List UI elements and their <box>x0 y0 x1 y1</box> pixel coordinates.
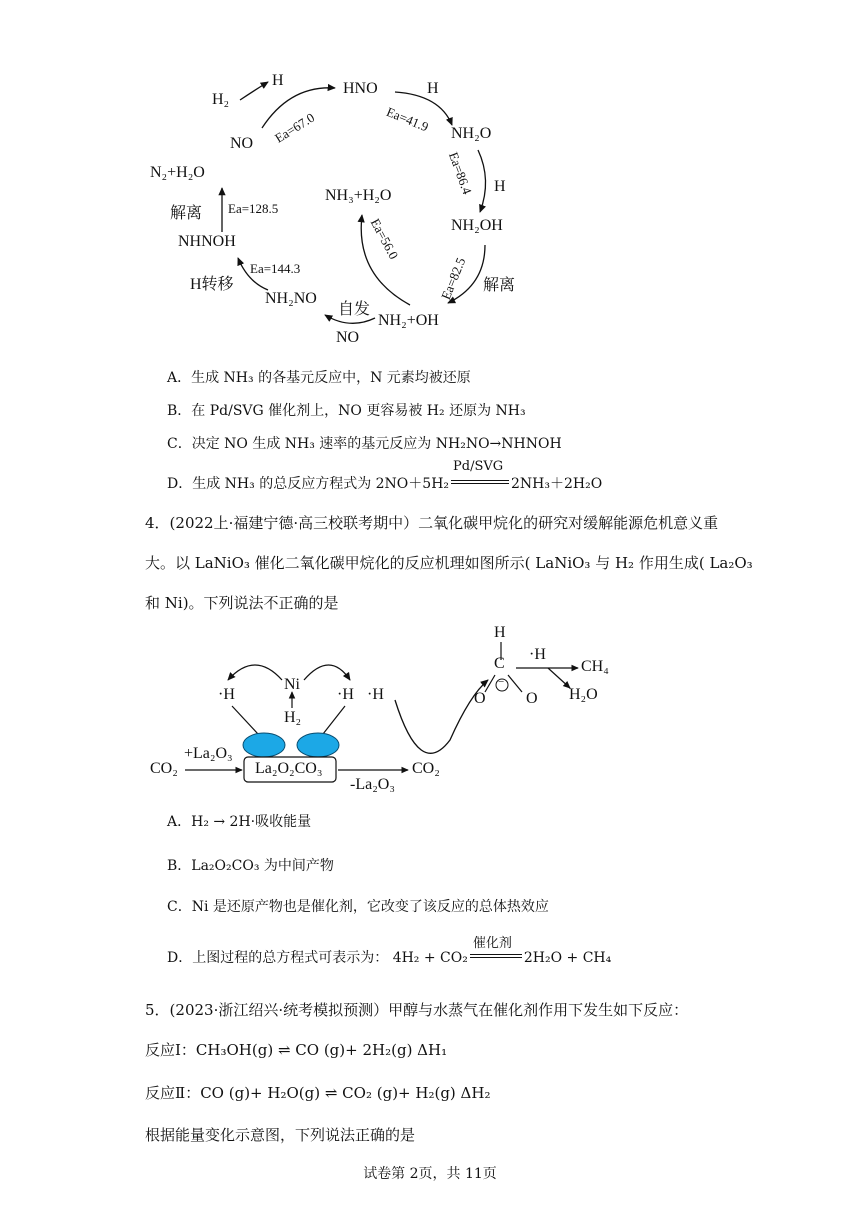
q5-reaction1: 反应Ⅰ：CH₃OH(g) ⇌ CO (g)+ 2H₂(g) ΔH₁ <box>145 1041 448 1059</box>
q5-line4: 根据能量变化示意图，下列说法正确的是 <box>145 1126 416 1144</box>
nh2-oh-label: NH₂+OH <box>378 312 439 329</box>
h-mid-label: H <box>494 178 506 195</box>
d2-h-mid: ·H <box>367 686 384 703</box>
mechanism-diagram <box>0 600 860 810</box>
nhnoh-label: NHNOH <box>178 233 236 250</box>
q4-line3: 和 Ni)。下列说法不正确的是 <box>145 594 339 612</box>
reaction-cycle-arrows <box>0 0 860 360</box>
h-transfer-label: H转移 <box>190 276 234 293</box>
ea-56-label: Ea=56.0 <box>367 216 402 262</box>
ea-41-label: Ea=41.9 <box>384 104 431 135</box>
q4-option-c: C．Ni 是还原产物也是催化剂，它改变了该反应的总体热效应 <box>167 899 549 915</box>
d2-h2o: H₂O <box>569 686 598 703</box>
catalyst-site-left <box>243 733 285 757</box>
q4-line2: 大。以 LaNiO₃ 催化二氧化碳甲烷化的反应机理如图所示( LaNiO₃ 与 H₂ 作用生成( La₂O₃ <box>145 554 753 572</box>
d2-la2o2co3: La₂O₂CO₃ <box>255 760 323 777</box>
dissoc-right-label: 解离 <box>483 277 516 294</box>
q3-option-b: B．在 Pd/SVG 催化剂上，NO 更容易被 H₂ 还原为 NH₃ <box>167 403 526 419</box>
no-bottom-label: NO <box>336 329 360 346</box>
h-right-label: H <box>427 80 439 97</box>
nh2o-label: NH₂O <box>451 125 492 142</box>
d2-ch4: CH₄ <box>581 658 609 675</box>
d2-co2-left: CO₂ <box>150 760 178 777</box>
d2-o-left: O <box>474 690 486 707</box>
q3-option-c: C．决定 NO 生成 NH₃ 速率的基元反应为 NH₂NO→NHNOH <box>167 436 562 452</box>
d2-ni: Ni <box>284 676 300 693</box>
page-footer: 试卷第 2页，共 11页 <box>363 1166 497 1182</box>
q4-option-b: B．La₂O₂CO₃ 为中间产物 <box>167 858 334 874</box>
d2-o-right: O <box>526 690 538 707</box>
d2-minus: − <box>498 676 505 688</box>
nh2oh-label: NH₂OH <box>451 217 503 234</box>
d2-plus-la2o3: +La₂O₃ <box>184 745 233 762</box>
arrow-h2 <box>240 82 268 100</box>
d2-h-radical: ·H <box>529 646 546 663</box>
d2-co2-right: CO₂ <box>412 760 440 777</box>
catalyst-site-right <box>297 733 339 757</box>
q3-d-eqsign <box>451 459 509 493</box>
q3-d-suffix: 2NH₃＋2H₂O <box>511 476 603 492</box>
q3-d-prefix: D．生成 NH₃ 的总反应方程式为 2NO＋5H₂ <box>167 476 450 492</box>
h-top-label: H <box>272 72 284 89</box>
d2-h-top: H <box>494 624 506 641</box>
q4-d-catalyst: 催化剂 <box>472 936 512 951</box>
d2-h-left: ·H <box>218 686 235 703</box>
q4-option-a: A．H₂ → 2H·吸收能量 <box>167 814 312 830</box>
q5-reaction2: 反应Ⅱ：CO (g)+ H₂O(g) ⇌ CO₂ (g)+ H₂(g) ΔH₂ <box>145 1084 491 1102</box>
ea-67-label: Ea=67.0 <box>272 109 318 146</box>
nh2no-label: NH₂NO <box>265 290 317 307</box>
q5-line1: 5．(2023·浙江绍兴·统考模拟预测）甲醇与水蒸气在催化剂作用下发生如下反应： <box>145 1001 689 1019</box>
d2-carbon: C <box>494 655 505 672</box>
ea-144-label: Ea=144.3 <box>250 261 301 276</box>
ea-128-label: Ea=128.5 <box>228 201 279 216</box>
h2-label: H₂ <box>212 91 230 108</box>
q3-d-catalyst: Pd/SVG <box>453 459 504 474</box>
no-label: NO <box>230 135 254 152</box>
q3-option-a: A．生成 NH₃ 的各基元反应中，N 元素均被还原 <box>167 370 471 386</box>
d2-h2: H₂ <box>284 709 302 726</box>
nh3-h2o-label: NH₃+H₂O <box>325 187 392 204</box>
n2-h2o-label: N₂+H₂O <box>150 164 205 181</box>
q4-d-left: 4H₂ + CO₂ <box>392 950 468 966</box>
q4-option-d <box>167 936 612 967</box>
q3-option-d <box>167 459 603 493</box>
hno-label: HNO <box>343 80 378 97</box>
spont-label: 自发 <box>338 301 371 318</box>
dissoc-left-label: 解离 <box>170 205 203 222</box>
ea-82-label: Ea=82.5 <box>438 255 469 302</box>
q4-d-right: 2H₂O + CH₄ <box>523 950 612 966</box>
q4-d-eqsign <box>470 936 522 967</box>
d2-h-right: ·H <box>337 686 354 703</box>
arrow-nh2o-nh2oh <box>478 150 486 212</box>
q4-line1: 4．(2022上·福建宁德·高三校联考期中）二氧化碳甲烷化的研究对缓解能源危机意义重 <box>145 514 719 532</box>
ea-86-label: Ea=86.4 <box>445 150 475 197</box>
q4-d-prefix: D．上图过程的总方程式可表示为： <box>167 950 389 966</box>
d2-minus-la2o3: -La₂O₃ <box>350 776 395 793</box>
